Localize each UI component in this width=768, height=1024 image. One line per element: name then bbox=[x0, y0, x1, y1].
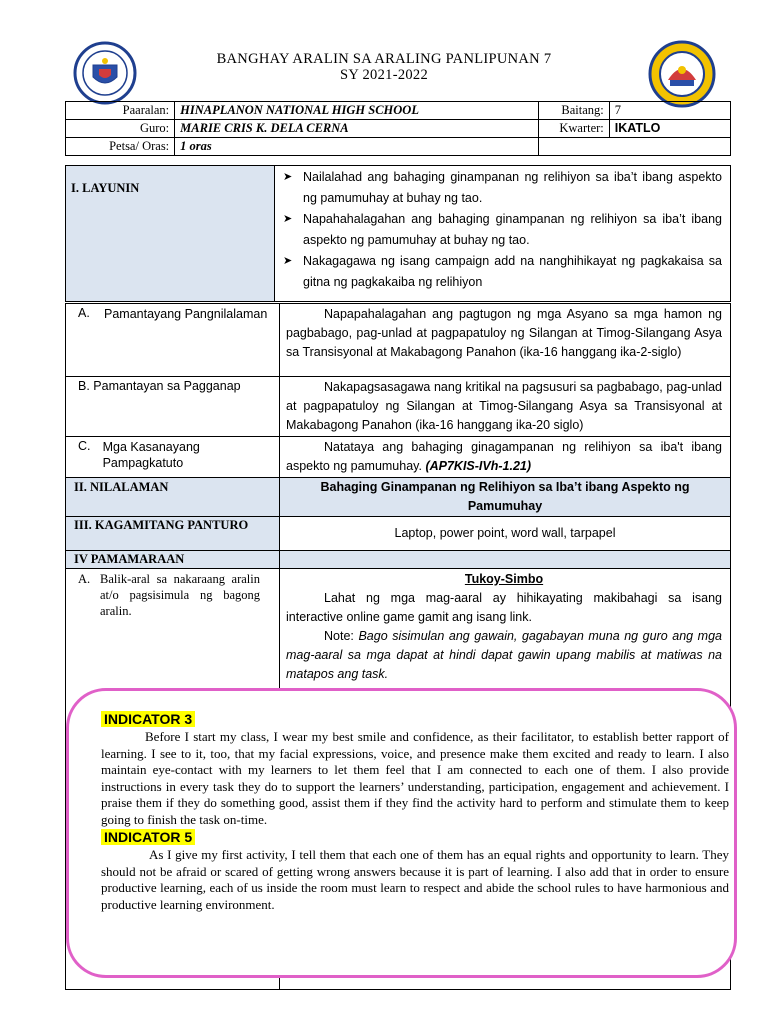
activity-text: Lahat ng mga mag-aaral ay hihikayating makibahagi sa isang interactive online game gamit ang isang link. bbox=[286, 591, 722, 624]
petsa-label: Petsa/ Oras: bbox=[66, 138, 175, 156]
kagamitan-label: III. KAGAMITANG PANTURO bbox=[66, 517, 280, 551]
kagamitan-value: Laptop, power point, word wall, tarpapel bbox=[280, 517, 731, 551]
kasanayan-label: C. Mga Kasanayang Pampagkatuto bbox=[66, 437, 280, 478]
objective-item: ➤ Nakagagawa ng isang campaign add na nanghihikayat ng pagkakaisa sa gitna ng pagkakaiba ng relihiyon bbox=[279, 251, 722, 293]
arrow-bullet-icon: ➤ bbox=[283, 213, 293, 225]
paaralan-label: Paaralan: bbox=[66, 102, 175, 120]
arrow-bullet-icon: ➤ bbox=[283, 171, 293, 183]
objective-item: ➤ Napahahalagahan ang bahaging ginampanan ng relihiyon sa iba’t ibang aspekto ng pamumuhay at buhay ng tao. bbox=[279, 209, 722, 251]
nilalaman-label: II. NILALAMAN bbox=[66, 478, 280, 517]
indicator-box bbox=[66, 688, 737, 978]
pamantayang-pangnilalaman-label: A. Pamantayang Pangnilalaman bbox=[66, 304, 280, 377]
pamantayan-pagganap-text: Nakapagsasagawa nang kritikal na pagsusuri sa pagbabago, pag-unlad at pagpapatuloy ng Silangan at Timog-Silangang Asya sa Transisyonal at Makabagong Panahon (ika-16 hanggang ika-20 siglo) bbox=[280, 377, 731, 437]
activity-note: Note: Bago sisimulan ang gawain, gagabayan muna ng guro ang mga mag-aaral sa mga dapat at hindi dapat gawin upang mabilis at matiwas na matapos ang task. bbox=[286, 629, 723, 681]
kwarter-label: Kwarter: bbox=[538, 120, 609, 138]
kwarter-value: IKATLO bbox=[609, 120, 730, 138]
layunin-heading: I. LAYUNIN bbox=[66, 166, 275, 302]
nilalaman-value: Bahaging Ginampanan ng Relihiyon sa Iba’t ibang Aspekto ng Pamumuhay bbox=[280, 478, 731, 517]
paaralan-value: HINAPLANON NATIONAL HIGH SCHOOL bbox=[175, 102, 539, 120]
info-table bbox=[65, 101, 731, 156]
layunin-table bbox=[65, 165, 731, 302]
pamamaraan-label: IV PAMAMARAAN bbox=[66, 551, 280, 569]
guro-value: MARIE CRIS K. DELA CERNA bbox=[175, 120, 539, 138]
balik-aral-label: A. Balik-aral sa nakaraang aralin at/o pagsisimula ng bagong aralin. bbox=[66, 569, 280, 990]
indicator-3-text: Before I start my class, I wear my best smile and confidence, as their facilitator, to establish better rapport of learning. I see to it, too, that my facial expressions, voice, and presence make them excited and ready to learn. I also maintain eye-contact with my learners to let them feel that I am connected to each one of them. I also provide instructions in every task they do to support the learners’ understanding, participation, engagement and achievement. I praise them if they do something good, assist them if they find the activity hard to perform and stimulate them to keep going to finish the task on-time. bbox=[101, 729, 729, 827]
activity-title: Tukoy-Simbo bbox=[464, 572, 544, 586]
baitang-label: Baitang: bbox=[538, 102, 609, 120]
document-title: BANGHAY ARALIN SA ARALING PANLIPUNAN 7 bbox=[216, 51, 552, 67]
baitang-value: 7 bbox=[609, 102, 730, 120]
petsa-value: 1 oras bbox=[175, 138, 539, 156]
indicator-5-text: As I give my first activity, I tell them that each one of them has an equal rights and opportunity to learn. They should not be afraid or scared of getting wrong answers because it is part of learning. I also add that in order to ensure productive learning, each of us inside the room must learn to respect and abide the school rules to have harmonious and productive learning environment. bbox=[101, 847, 729, 912]
objective-item: ➤ Nailalahad ang bahaging ginampanan ng relihiyon sa iba’t ibang aspekto ng pamumuhay at buhay ng tao. bbox=[279, 167, 722, 209]
indicator-3-title: INDICATOR 3 bbox=[101, 711, 195, 727]
competency-code: (AP7KIS-IVh-1.21) bbox=[425, 459, 532, 473]
objective-list bbox=[279, 167, 722, 293]
pamantayang-pangnilalaman-text: Napapahalagahan ang pagtugon ng mga Asyano sa mga hamon ng pagbabago, pag-unlad at pagpapatuloy ng Silangan at Timog-Silangang Asya sa Transisyonal at Makabagong Panahon (ika-16 hanggang ika-2-siglo) bbox=[280, 304, 731, 377]
guro-label: Guro: bbox=[66, 120, 175, 138]
arrow-bullet-icon: ➤ bbox=[283, 255, 293, 267]
pamantayan-pagganap-label: B. Pamantayan sa Pagganap bbox=[66, 377, 280, 437]
school-year: SY 2021-2022 bbox=[339, 67, 429, 83]
layunin-list-cell bbox=[275, 166, 731, 302]
kasanayan-text: Natataya ang bahaging ginagampanan ng relihiyon sa iba't ibang aspekto ng pamumuhay. (AP7KIS-IVh-1.21) bbox=[280, 437, 731, 478]
indicator-5-title: INDICATOR 5 bbox=[101, 829, 195, 845]
